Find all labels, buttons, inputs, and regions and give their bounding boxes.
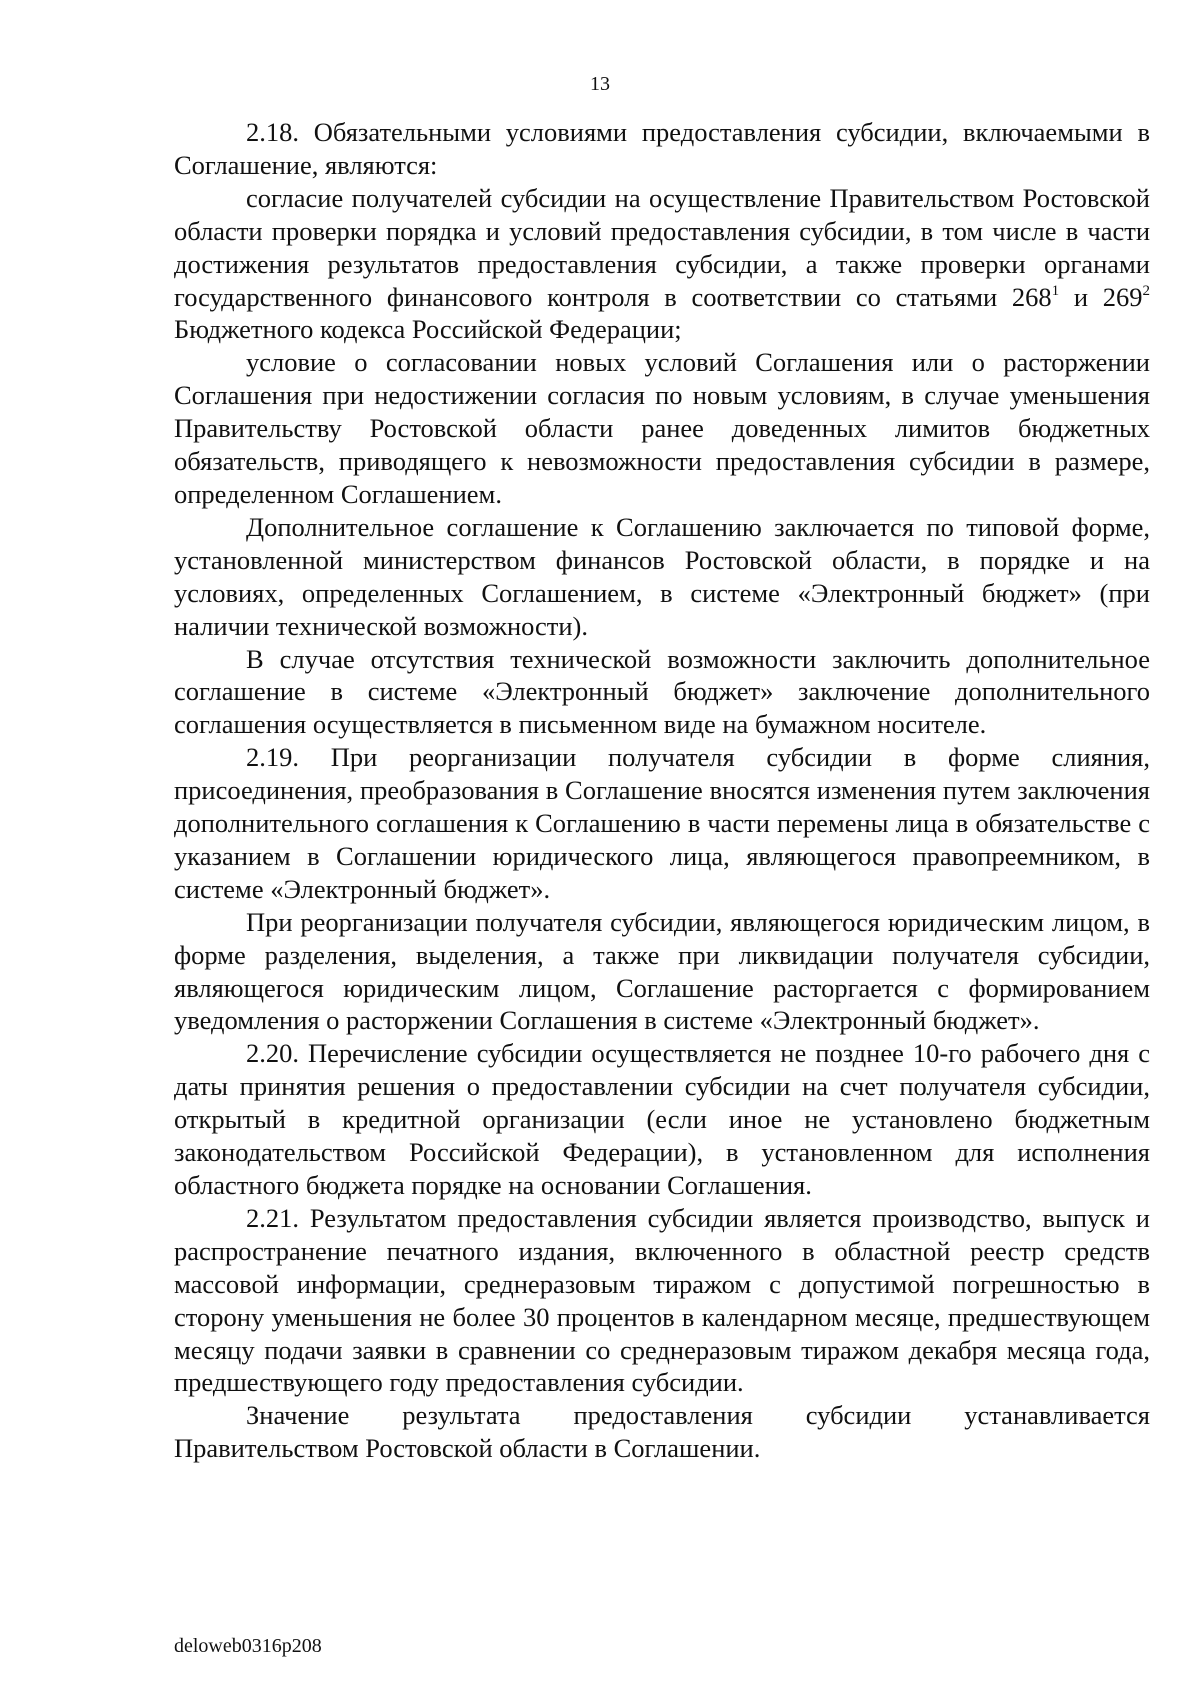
document-code: deloweb0316p208 — [174, 1635, 322, 1657]
paragraph-no-technical-possibility: В случае отсутствия технической возможности заключить дополнительное соглашение в системе «Электронный бюджет» заключение дополнительного соглашения осуществляется в письменном виде на бумажном носителе. — [174, 643, 1150, 740]
paragraph-reorganization: При реорганизации получателя субсидии, являющегося юридическим лицом, в форме разделения, выделения, а также при ликвидации получателя субсидии, являющегося юридическим лицом, Соглашение расторгается с формированием уведомления о расторжении Соглашения в системе «Электронный бюджет». — [174, 906, 1150, 1036]
paragraph-condition: условие о согласовании новых условий Соглашения или о расторжении Соглашения при недостижении согласия по новым условиям, в случае уменьшения Правительству Ростовской области ранее доведенных лимитов бюджетных обязательств, приводящего к невозможности предоставления субсидии в размере, определенном Соглашением. — [174, 347, 1150, 509]
superscript-1: 1 — [1051, 282, 1060, 299]
paragraph-2-18: 2.18. Обязательными условиями предоставления субсидии, включаемыми в Соглашение, являются: — [174, 117, 1150, 180]
consent-text-part3: Бюджетного кодекса Российской Федерации; — [174, 314, 682, 345]
superscript-2: 2 — [1142, 282, 1150, 299]
consent-text-part1: согласие получателей субсидии на осуществление Правительством Ростовской области проверки порядка и условий предоставления субсидии, в том числе в части достижения результатов предоставления субсидии, а также проверки органами государственного финансового контроля в соответствии со статьями 268 — [174, 182, 1150, 312]
paragraph-additional-agreement: Дополнительное соглашение к Соглашению заключается по типовой форме, установленной министерством финансов Ростовской области, в порядке и на условиях, определенных Соглашением, в системе «Электронный бюджет» (при наличии технической возможности). — [174, 511, 1150, 641]
consent-text-part2: и 269 — [1059, 281, 1143, 312]
page-number: 13 — [590, 73, 610, 95]
paragraph-2-20: 2.20. Перечисление субсидии осуществляется не позднее 10-го рабочего дня с даты принятия решения о предоставлении субсидии на счет получателя субсидии, открытый в кредитной организации (если иное не установлено бюджетным законодательством Российской Федерации), в установленном для исполнения областного бюджета порядке на основании Соглашения. — [174, 1038, 1150, 1200]
document-body — [174, 116, 1150, 1465]
paragraph-consent — [174, 182, 1150, 347]
paragraph-result-value: Значение результата предоставления субсидии устанавливается Правительством Ростовской области в Соглашении. — [174, 1400, 1150, 1464]
paragraph-2-19: 2.19. При реорганизации получателя субсидии в форме слияния, присоединения, преобразования в Соглашение вносятся изменения путем заключения дополнительного соглашения к Соглашению в части перемены лица в обязательстве с указанием в Соглашении юридического лица, являющегося правопреемником, в системе «Электронный бюджет». — [174, 742, 1150, 904]
paragraph-2-21: 2.21. Результатом предоставления субсидии является производство, выпуск и распространение печатного издания, включенного в областной реестр средств массовой информации, среднеразовым тиражом с допустимой погрешностью в сторону уменьшения не более 30 процентов в календарном месяце, предшествующем месяцу подачи заявки в сравнении со среднеразовым тиражом декабря месяца года, предшествующего году предоставления субсидии. — [174, 1202, 1150, 1398]
